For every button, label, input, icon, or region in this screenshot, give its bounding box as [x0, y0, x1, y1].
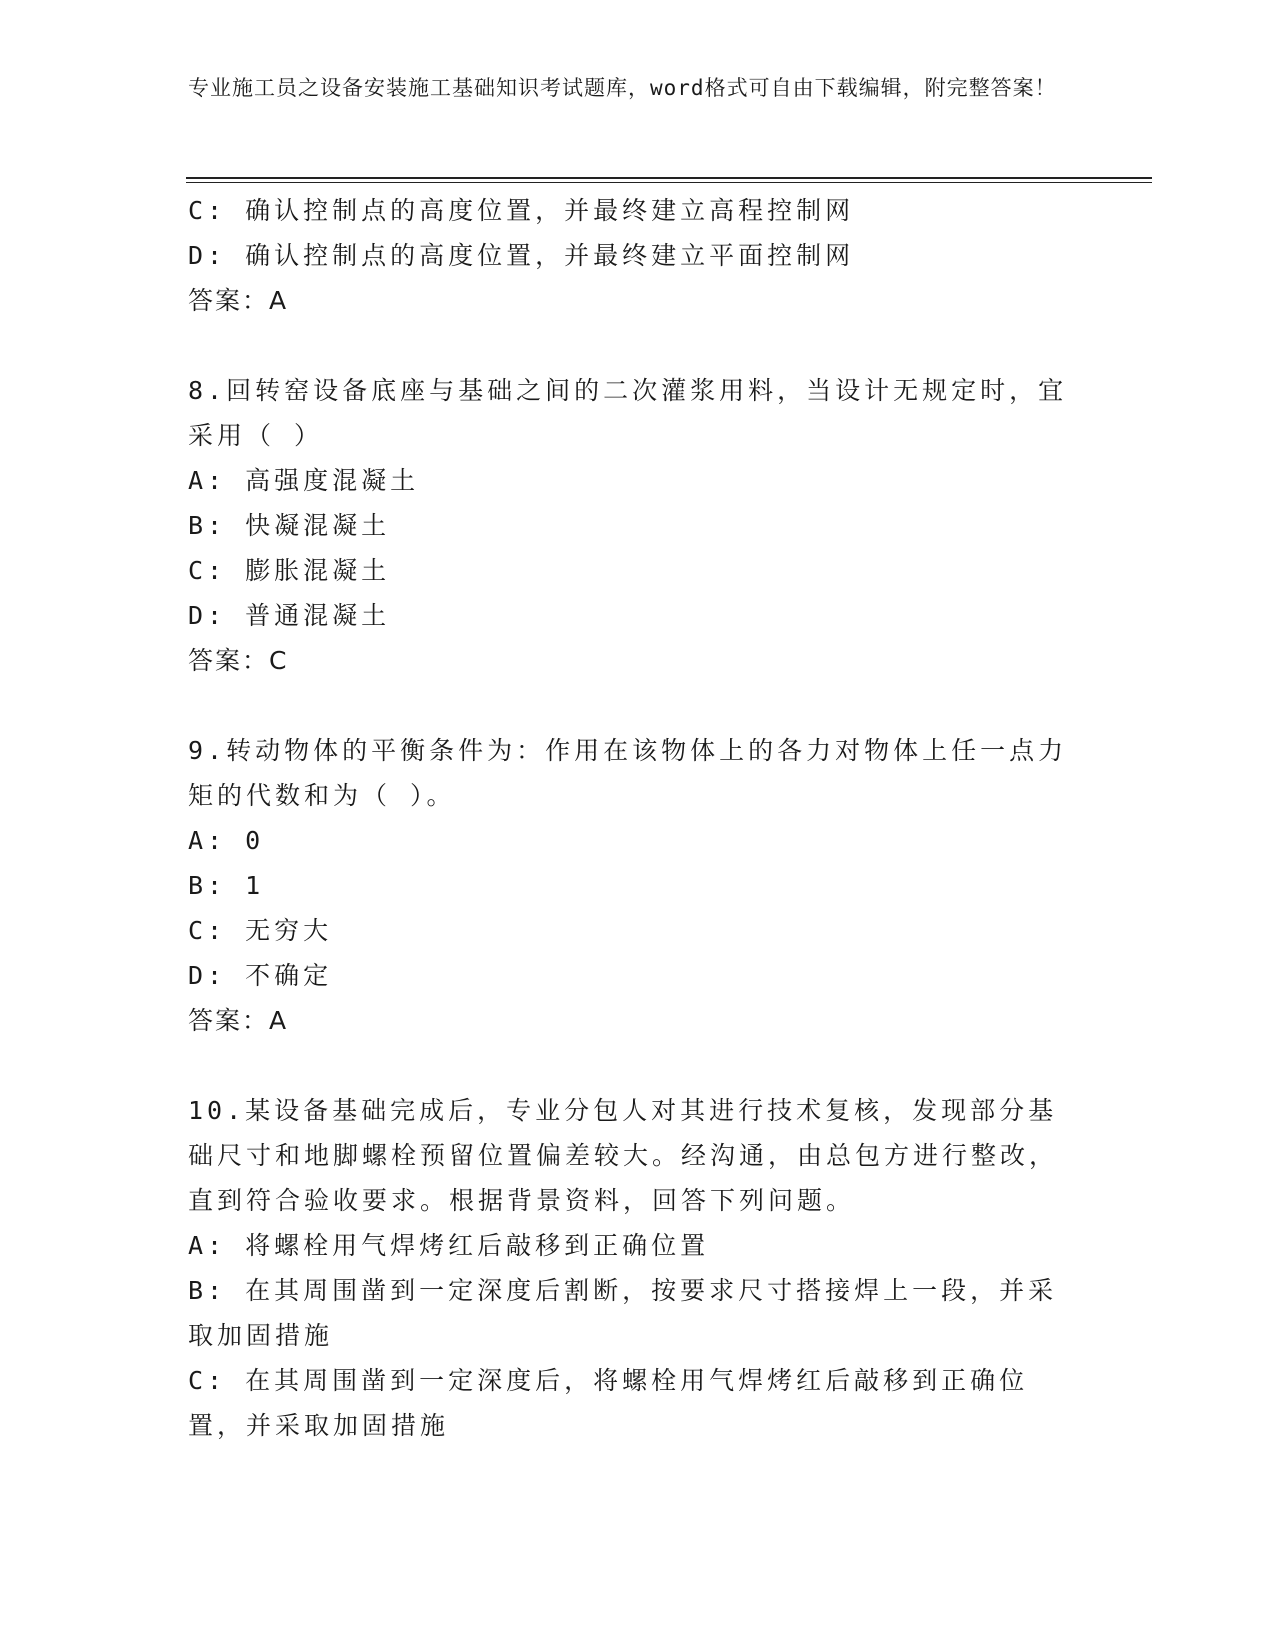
- question-text: 8.回转窑设备底座与基础之间的二次灌浆用料，当设计无规定时，宜采用（ ）: [188, 376, 1068, 450]
- option-a: A: 0: [188, 826, 265, 855]
- question-8: [188, 368, 1068, 683]
- answer-line: 答案：C: [188, 646, 289, 675]
- option-b: B: 1: [188, 871, 265, 900]
- option-c: C: 膨胀混凝土: [188, 556, 391, 585]
- option-b: B: 快凝混凝土: [188, 511, 391, 540]
- question-text: 10.某设备基础完成后，专业分包人对其进行技术复核，发现部分基础尺寸和地脚螺栓预留位置偏差较大。经沟通，由总包方进行整改，直到符合验收要求。根据背景资料，回答下列问题。: [188, 1096, 1059, 1215]
- document-body: [188, 188, 1068, 1448]
- option-d: D: 普通混凝土: [188, 601, 391, 630]
- option-a: A: 将螺栓用气焊烤红后敲移到正确位置: [188, 1231, 710, 1260]
- question-fragment: [188, 188, 1068, 323]
- header-rule-thin: [186, 182, 1152, 183]
- spacer: [188, 683, 1068, 728]
- option-a: A: 高强度混凝土: [188, 466, 420, 495]
- option-c: C: 无穷大: [188, 916, 333, 945]
- option-d: D: 确认控制点的高度位置，并最终建立平面控制网: [188, 241, 855, 270]
- document-header: 专业施工员之设备安装施工基础知识考试题库，word格式可自由下载编辑，附完整答案！: [188, 76, 1057, 100]
- question-text: 9.转动物体的平衡条件为：作用在该物体上的各力对物体上任一点力矩的代数和为（ ）。: [188, 736, 1068, 810]
- question-10: [188, 1088, 1068, 1448]
- option-c: C: 在其周围凿到一定深度后，将螺栓用气焊烤红后敲移到正确位置，并采取加固措施: [188, 1366, 1029, 1440]
- option-c: C: 确认控制点的高度位置，并最终建立高程控制网: [188, 196, 855, 225]
- answer-line: 答案：A: [188, 1006, 289, 1035]
- question-9: [188, 728, 1068, 1043]
- spacer: [188, 1043, 1068, 1088]
- option-d: D: 不确定: [188, 961, 333, 990]
- option-b: B: 在其周围凿到一定深度后割断，按要求尺寸搭接焊上一段，并采取加固措施: [188, 1276, 1058, 1350]
- spacer: [188, 323, 1068, 368]
- header-rule-thick: [186, 177, 1152, 179]
- answer-line: 答案：A: [188, 286, 289, 315]
